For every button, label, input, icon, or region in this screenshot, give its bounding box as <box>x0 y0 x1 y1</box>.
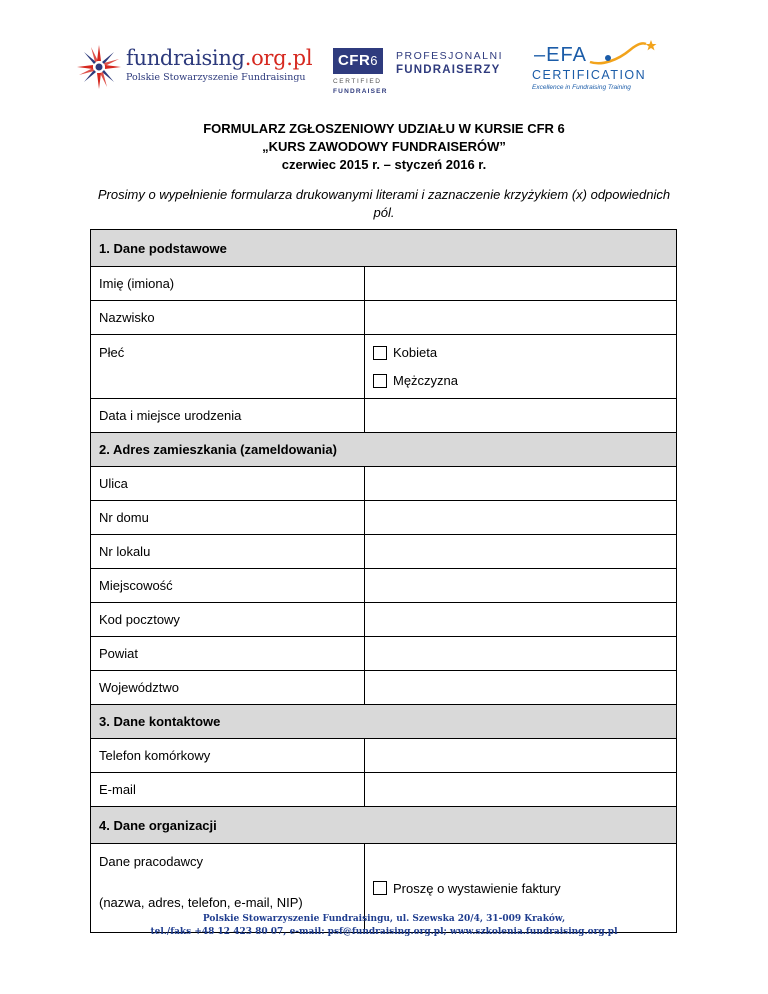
gender-option-male[interactable] <box>373 367 668 395</box>
first-name-label: Imię (imiona) <box>91 267 365 301</box>
section-organization-title: 4. Dane organizacji <box>91 807 677 844</box>
section-header <box>91 433 677 467</box>
form-row <box>91 399 677 433</box>
province-field[interactable] <box>365 671 677 705</box>
form-row <box>91 267 677 301</box>
employer-label: Dane pracodawcy <box>99 854 204 869</box>
intro-instructions: Prosimy o wypełnienie formularza drukowanymi literami i zaznaczenie krzyżykiem (x) odpowiednich pól. <box>97 187 671 220</box>
postal-field[interactable] <box>365 603 677 637</box>
title-line-1: FORMULARZ ZGŁOSZENIOWY UDZIAŁU W KURSIE CFR 6 <box>203 121 565 136</box>
checkbox-invoice[interactable] <box>373 881 387 895</box>
postal-label: Kod pocztowy <box>91 603 365 637</box>
form-row <box>91 335 677 399</box>
email-label: E-mail <box>91 773 365 807</box>
efa-swoosh-icon <box>588 38 658 68</box>
invoice-option[interactable] <box>373 874 668 902</box>
section-header <box>91 230 677 267</box>
form-row <box>91 773 677 807</box>
efa-logo <box>528 38 663 96</box>
footer-contact <box>0 913 768 939</box>
title-line-3: czerwiec 2015 r. – styczeń 2016 r. <box>281 157 487 172</box>
section-header <box>91 705 677 739</box>
gender-options <box>365 335 677 399</box>
fundraising-logo-name: fundraising.org.pl <box>126 46 313 70</box>
section-header <box>91 807 677 844</box>
fundraising-org-logo <box>76 42 316 90</box>
section-contact-title: 3. Dane kontaktowe <box>91 705 677 739</box>
province-label: Województwo <box>91 671 365 705</box>
county-label: Powiat <box>91 637 365 671</box>
street-field[interactable] <box>365 467 677 501</box>
efa-certification: CERTIFICATION <box>532 68 647 82</box>
county-field[interactable] <box>365 637 677 671</box>
cfr-fundraiser-label: FUNDRAISER <box>333 88 388 95</box>
gender-male-label: Mężczyzna <box>393 373 459 388</box>
form-row <box>91 535 677 569</box>
birth-field[interactable] <box>365 399 677 433</box>
fundraising-logo-subtitle: Polskie Stowarzyszenie Fundraisingu <box>126 72 306 83</box>
form-row <box>91 301 677 335</box>
invoice-label: Proszę o wystawienie faktury <box>393 880 561 896</box>
house-field[interactable] <box>365 501 677 535</box>
footer-line-1: Polskie Stowarzyszenie Fundraisingu, ul. Szewska 20/4, 31-009 Kraków, <box>202 914 566 924</box>
cfr-logo <box>330 44 520 96</box>
gender-female-label: Kobieta <box>393 345 438 360</box>
employer-hint: (nazwa, adres, telefon, e-mail, NIP) <box>99 895 303 910</box>
starburst-icon <box>76 44 122 90</box>
form-row <box>91 637 677 671</box>
form-row <box>91 739 677 773</box>
checkbox-male[interactable] <box>373 374 387 388</box>
efa-subtitle: Excellence in Fundraising Training <box>532 84 631 91</box>
form-row <box>91 569 677 603</box>
first-name-field[interactable] <box>365 267 677 301</box>
gender-label: Płeć <box>91 335 365 399</box>
form-row <box>91 501 677 535</box>
city-label: Miejscowość <box>91 569 365 603</box>
cfr-badge: CFR6 <box>333 48 383 74</box>
mobile-label: Telefon komórkowy <box>91 739 365 773</box>
street-label: Ulica <box>91 467 365 501</box>
last-name-label: Nazwisko <box>91 301 365 335</box>
efa-title: –EFA <box>534 44 587 66</box>
cfr-line2: FUNDRAISERZY <box>396 64 501 76</box>
cfr-line1: PROFESJONALNI <box>396 50 504 62</box>
last-name-field[interactable] <box>365 301 677 335</box>
mobile-field[interactable] <box>365 739 677 773</box>
section-address-title: 2. Adres zamieszkania (zameldowania) <box>91 433 677 467</box>
birth-label: Data i miejsce urodzenia <box>91 399 365 433</box>
title-line-2: „KURS ZAWODOWY FUNDRAISERÓW” <box>262 139 506 154</box>
section-basic-title: 1. Dane podstawowe <box>91 230 677 267</box>
form-title <box>0 120 768 174</box>
form-row <box>91 671 677 705</box>
flat-field[interactable] <box>365 535 677 569</box>
city-field[interactable] <box>365 569 677 603</box>
form-row <box>91 467 677 501</box>
form-row <box>91 603 677 637</box>
gender-option-female[interactable] <box>373 339 668 367</box>
logo-bar <box>0 38 768 98</box>
house-label: Nr domu <box>91 501 365 535</box>
cfr-certified-label: CERTIFIED <box>333 78 382 85</box>
application-form-table <box>90 229 677 933</box>
footer-line-2: tel./faks +48 12 423 80 07, e-mail: psf@fundraising.org.pl; www.szkolenia.fundraising.org.pl <box>150 927 618 937</box>
email-field[interactable] <box>365 773 677 807</box>
checkbox-female[interactable] <box>373 346 387 360</box>
flat-label: Nr lokalu <box>91 535 365 569</box>
